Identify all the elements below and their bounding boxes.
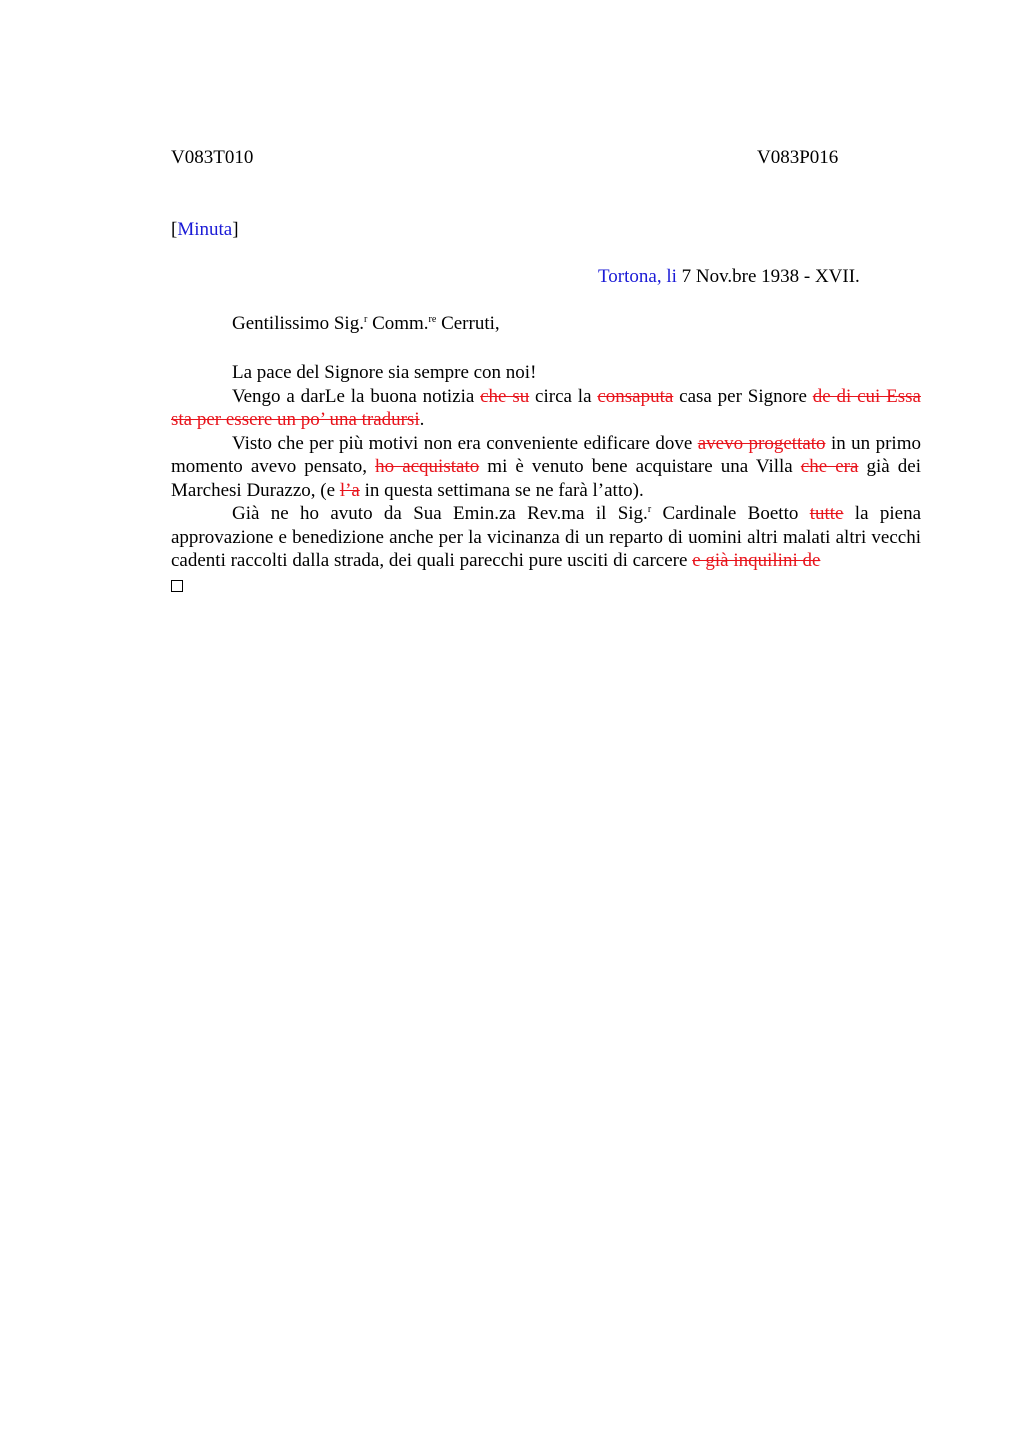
dateline: [598, 265, 860, 289]
salutation-sup-b: re: [428, 314, 437, 325]
empty-checkbox-icon: [171, 580, 183, 592]
document-code-right: V083P016: [757, 147, 839, 168]
salutation-part-c: Cerruti,: [436, 313, 500, 334]
minuta-text: Minuta: [177, 219, 233, 240]
p3-deletion-4: l’a: [339, 479, 360, 501]
p2-text-4: .: [419, 409, 425, 430]
salutation-sup-a: r: [363, 314, 368, 325]
p4-text-1: Già ne ho avuto da Sua Emin.za Rev.ma il Sig.: [232, 503, 648, 524]
minuta-label: [171, 218, 239, 242]
paragraph-news: [171, 385, 921, 432]
salutation-part-b: Comm.: [367, 313, 429, 334]
p4-sup: r: [647, 504, 652, 515]
p2-deletion-2: consaputa: [597, 385, 674, 407]
p2-deletion-3: de di cui Essa sta per essere un po’ una tradursi: [171, 385, 921, 430]
p3-text-4: già dei Marchesi Durazzo, (e: [171, 456, 921, 501]
letter-body: [171, 361, 921, 598]
document-code-left: V083T010: [171, 147, 254, 168]
dateline-place: Tortona, li: [598, 266, 677, 287]
p4-deletion-2: e già inquilini de: [692, 550, 821, 571]
minuta-open-bracket: [: [171, 219, 178, 240]
paragraph-greeting: [171, 361, 921, 385]
p4-text-3: la piena approvazione e benedizione anche per la vicinanza di un reparto di uomini altri malati altri vecchi cadenti raccolti dalla strada, dei quali parecchi pure usciti di carcere: [171, 503, 921, 571]
p4-text-2: Cardinale Boetto: [651, 503, 810, 524]
paragraph-villa: [171, 432, 921, 503]
p2-text-2: circa la: [529, 385, 598, 407]
salutation: [232, 312, 500, 336]
minuta-close-bracket: ]: [232, 219, 239, 240]
p3-deletion-2: ho acquistato: [375, 456, 480, 477]
p2-text-3: casa per Signore: [673, 385, 813, 407]
salutation-part-a: Gentilissimo Sig.: [232, 313, 364, 334]
end-marker: [171, 573, 921, 599]
paragraph-1-text: La pace del Signore sia sempre con noi!: [232, 362, 537, 383]
p4-deletion-1: tutte: [809, 503, 844, 524]
p2-deletion-1: che su: [480, 385, 530, 407]
dateline-date: 7 Nov.bre 1938 - XVII.: [676, 266, 860, 287]
p3-deletion-3: che era: [800, 456, 859, 477]
p3-text-3: mi è venuto bene acquistare una Villa: [479, 456, 801, 477]
p3-text-5: in questa settimana se ne farà l’atto).: [359, 479, 644, 501]
p3-text-2: in un primo momento avevo pensato,: [171, 432, 921, 477]
p3-text-1: Visto che per più motivi non era conveniente edificare dove: [232, 432, 698, 454]
paragraph-approval: [171, 502, 921, 573]
p2-text-1: Vengo a darLe la buona notizia: [232, 385, 481, 407]
p3-deletion-1: avevo progettato: [697, 432, 826, 454]
